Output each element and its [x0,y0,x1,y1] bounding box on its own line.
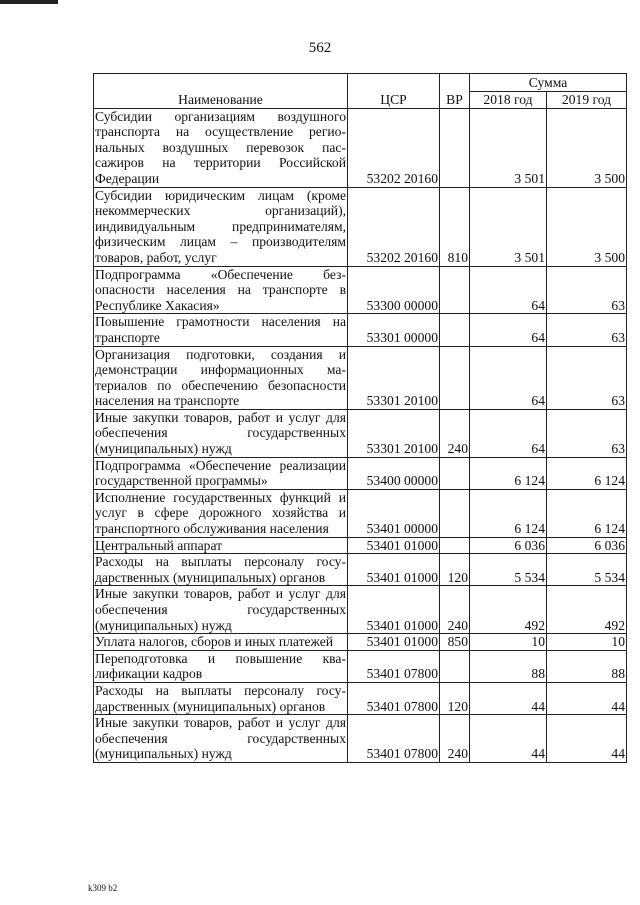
row-name: Организация подготовки, создания и демонстрации информационных материалов по обеспечению безопасности населения на транспорте [95,346,346,409]
row-name: Иные закупки товаров, работ и услуг для обеспечения государственных (муниципальных) нужд [95,586,346,633]
row-name: Иные закупки товаров, работ и услуг для обеспечения государственных (муниципальных) нужд [95,409,346,457]
row-sum-2018: 64 [470,409,547,457]
header-sum: Сумма [470,74,627,92]
row-sum-2019: 44 [547,682,627,714]
row-name: Расходы на выплаты персоналу государственных (муниципальных) органов [95,682,346,714]
row-vr: 240 [440,586,470,634]
table-row [94,314,627,346]
table-row [94,187,627,266]
row-csr: 53401 07800 [348,715,440,763]
budget-table-body [94,74,627,763]
row-sum-2019: 6 124 [547,489,627,537]
row-vr: 120 [440,682,470,714]
row-name: Расходы на выплаты персоналу государственных (муниципальных) органов [95,554,346,585]
row-sum-2019: 6 124 [547,457,627,489]
table-row [94,715,627,763]
row-csr: 53300 00000 [348,266,440,314]
row-csr: 53401 01000 [348,634,440,651]
row-name: Центральный аппарат [94,537,348,554]
header-name: Наименование [94,74,348,109]
table-row [94,489,627,537]
table-row [94,586,627,634]
budget-table [93,73,627,763]
row-name: Уплата налогов, сборов и иных платежей [94,634,348,651]
row-sum-2019: 3 500 [547,187,627,266]
row-sum-2018: 3 501 [470,187,547,266]
table-row [94,537,627,554]
row-name: Субсидии юридическим лицам (кроме некоммерческих организаций), индивидуальным предпринимателям, физическим лицам – производителям товаров, работ, услуг [95,187,346,265]
row-sum-2019: 44 [547,715,627,763]
row-vr: 240 [440,715,470,763]
header-csr: ЦСР [348,74,440,109]
row-sum-2019: 63 [547,266,627,314]
row-name: Подпрограмма «Обеспечение безопасности населения на транспорте в Республике Хакасия» [95,266,346,313]
row-sum-2019: 6 036 [547,537,627,554]
row-sum-2018: 64 [470,266,547,314]
row-sum-2018: 5 534 [470,554,547,586]
row-csr: 53400 00000 [348,457,440,489]
row-csr: 53301 20100 [348,346,440,409]
header-year-2019: 2019 год [547,92,627,109]
row-sum-2018: 3 501 [470,108,547,187]
row-sum-2018: 44 [470,715,547,763]
table-row [94,650,627,682]
row-sum-2019: 5 534 [547,554,627,586]
row-vr [440,489,470,537]
row-vr: 850 [440,634,470,651]
row-vr: 120 [440,554,470,586]
page-number: 562 [308,40,332,56]
row-vr [440,537,470,554]
row-csr: 53401 00000 [348,489,440,537]
row-vr: 810 [440,187,470,266]
row-sum-2018: 88 [470,650,547,682]
row-sum-2019: 3 500 [547,108,627,187]
row-vr [440,108,470,187]
row-sum-2018: 64 [470,346,547,409]
table-row [94,682,627,714]
row-vr [440,457,470,489]
row-sum-2018: 64 [470,314,547,346]
row-csr: 53301 00000 [348,314,440,346]
table-row [94,634,627,651]
row-csr: 53301 20100 [348,409,440,457]
row-sum-2019: 63 [547,314,627,346]
row-name: Повышение грамотности населения на транспорте [95,314,346,345]
row-vr [440,266,470,314]
row-csr: 53202 20160 [348,187,440,266]
corner-scan-mark [0,0,58,4]
row-sum-2019: 63 [547,346,627,409]
row-csr: 53401 01000 [348,554,440,586]
row-sum-2018: 10 [470,634,547,651]
row-sum-2019: 63 [547,409,627,457]
row-csr: 53401 07800 [348,682,440,714]
row-csr: 53401 01000 [348,537,440,554]
row-sum-2018: 492 [470,586,547,634]
row-name: Исполнение государственных функций и услуг в сфере дорожного хозяйства и транспортного обслуживания населения [95,489,346,537]
table-row [94,266,627,314]
row-csr: 53202 20160 [348,108,440,187]
row-sum-2018: 44 [470,682,547,714]
row-sum-2019: 492 [547,586,627,634]
row-name: Переподготовка и повышение квалификации кадров [95,650,346,682]
table-row [94,457,627,489]
row-vr [440,650,470,682]
row-sum-2019: 88 [547,650,627,682]
row-sum-2018: 6 124 [470,457,547,489]
row-sum-2019: 10 [547,634,627,651]
row-name: Иные закупки товаров, работ и услуг для обеспечения государственных (муниципальных) нужд [95,715,346,762]
row-vr: 240 [440,409,470,457]
row-name: Подпрограмма «Обеспечение реализации государственной программы» [95,457,346,489]
table-row [94,554,627,586]
row-sum-2018: 6 124 [470,489,547,537]
header-vr: ВР [440,74,470,109]
header-row-top [94,74,627,92]
row-sum-2018: 6 036 [470,537,547,554]
row-csr: 53401 01000 [348,586,440,634]
row-csr: 53401 07800 [348,650,440,682]
table-row [94,346,627,409]
row-name: Субсидии организациям воздушного транспорта на осуществление региональных воздушных перевозок пассажиров на территории Российской Федерации [95,108,346,186]
table-row [94,108,627,187]
header-year-2018: 2018 год [470,92,547,109]
row-vr [440,314,470,346]
footer-code: k309 b2 [88,883,118,893]
table-row [94,409,627,457]
row-vr [440,346,470,409]
